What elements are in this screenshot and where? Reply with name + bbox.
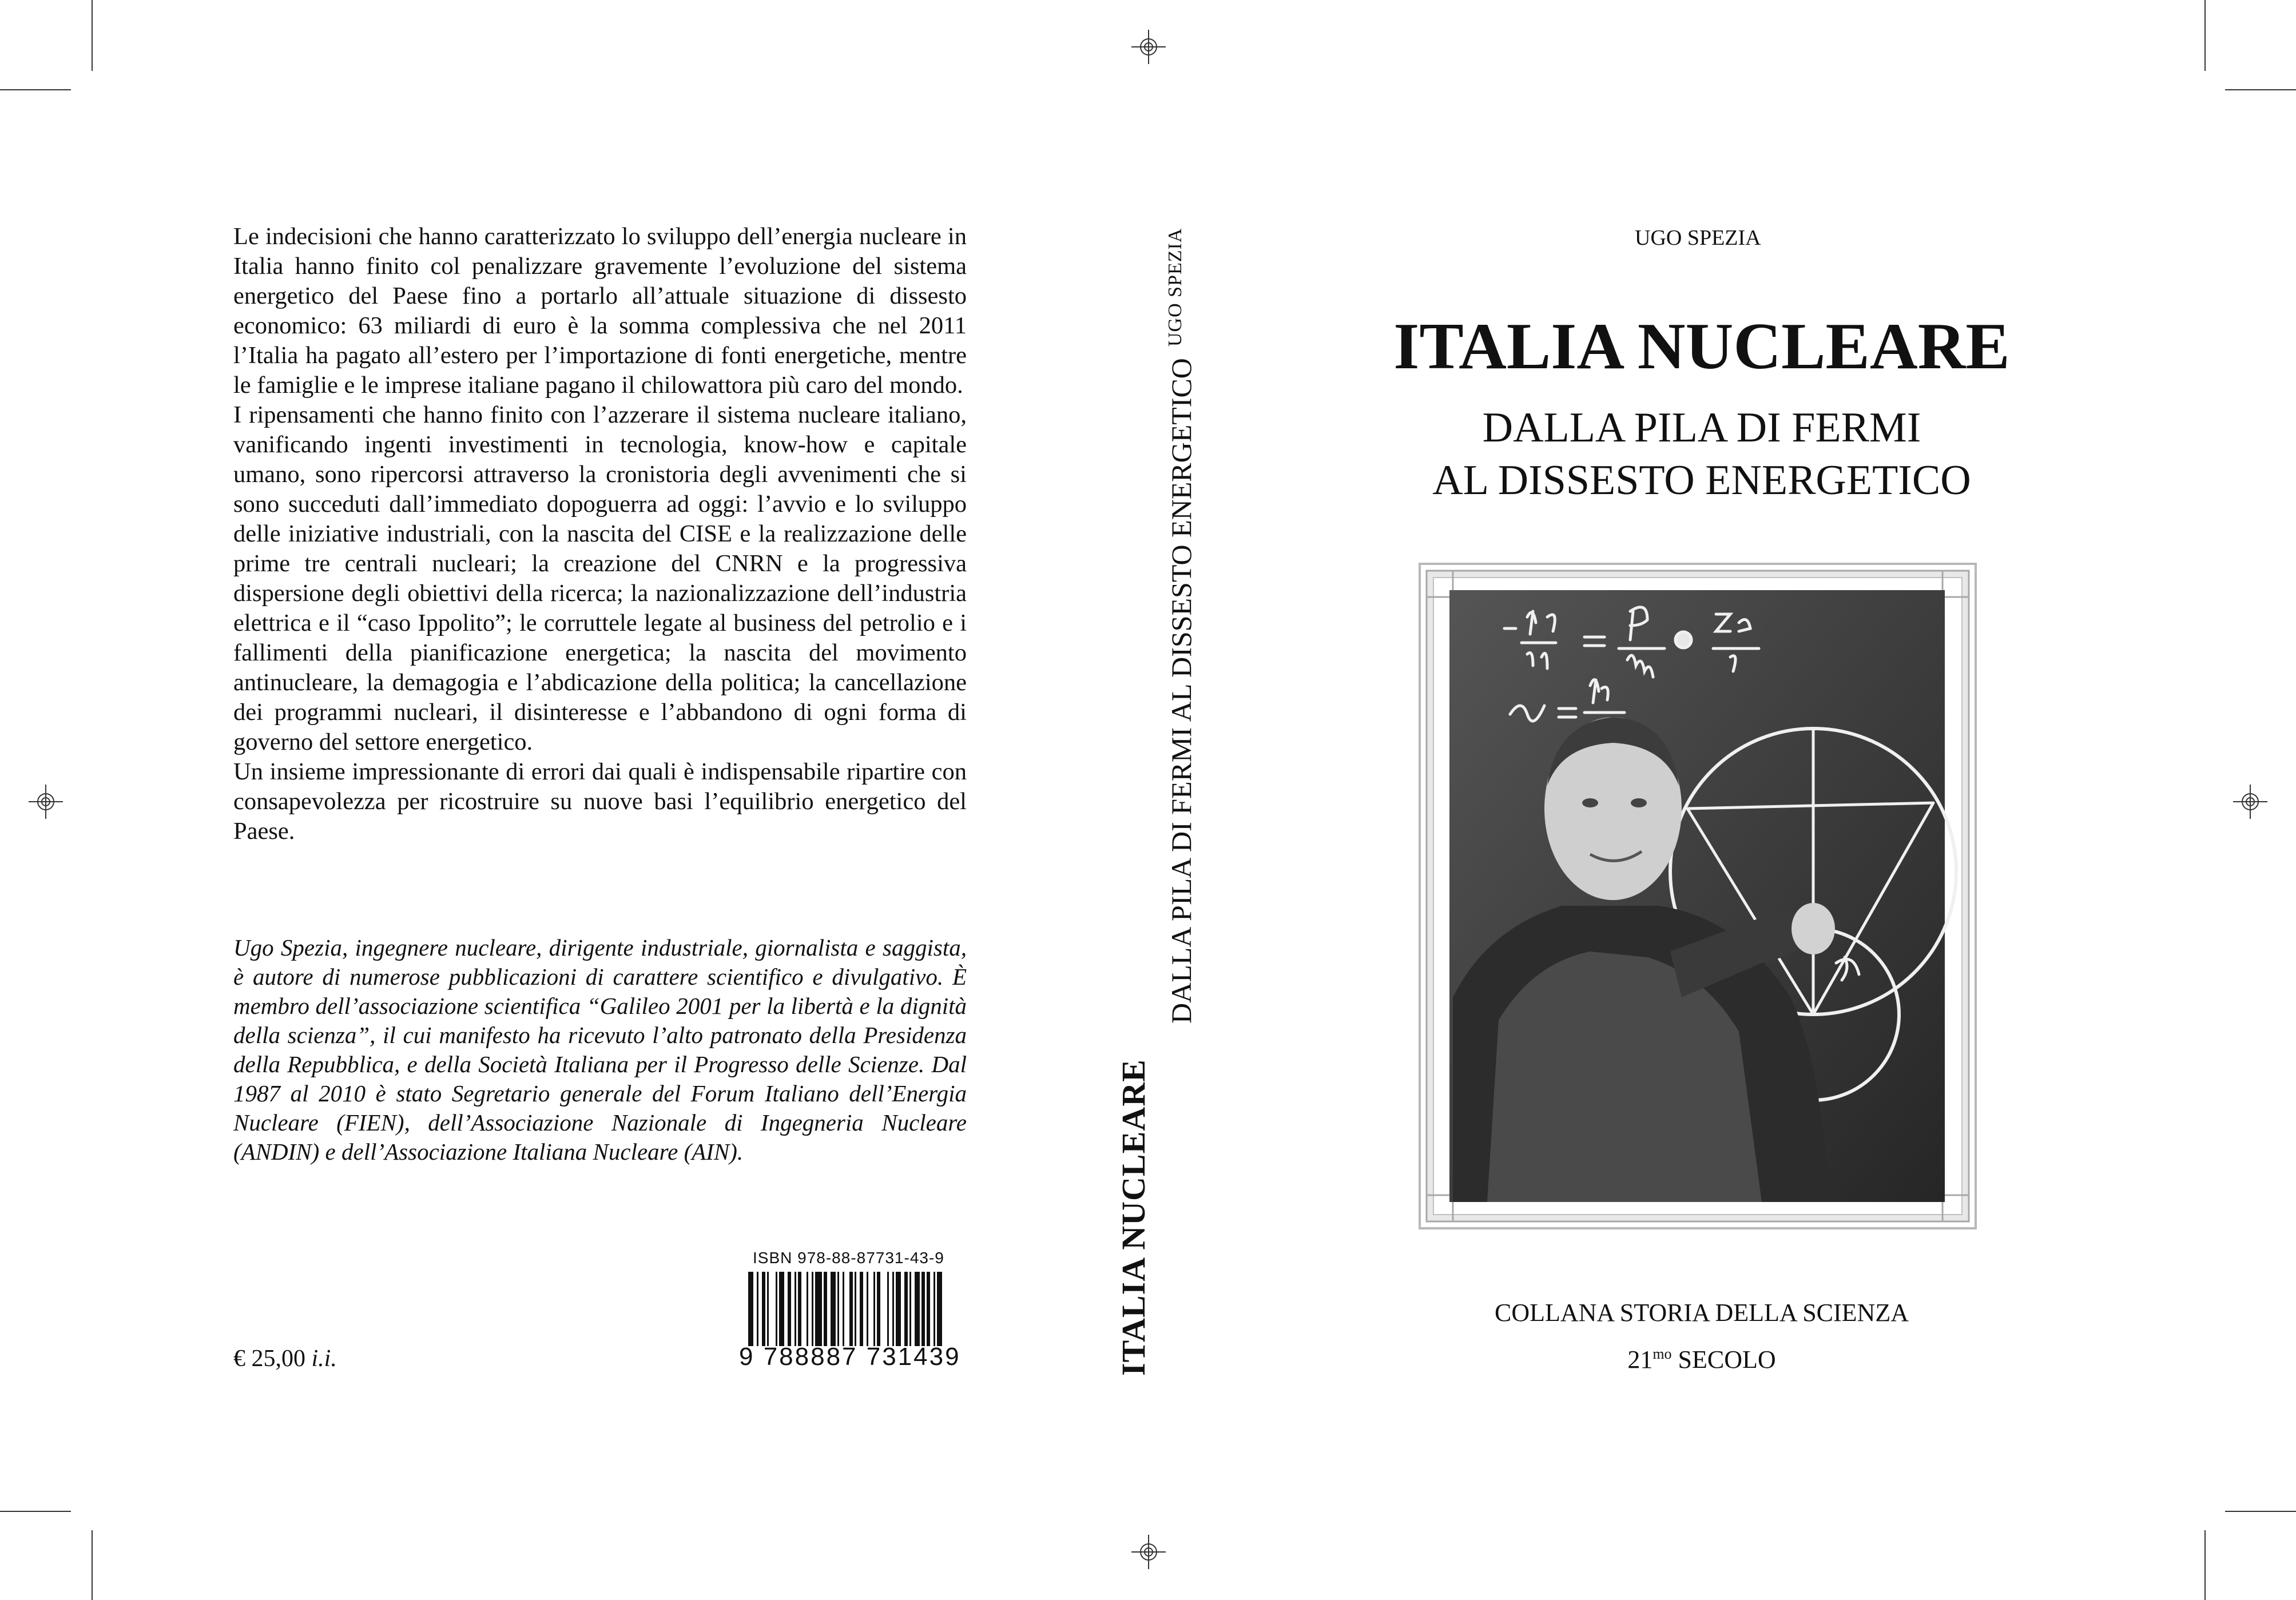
barcode-bar [849,1272,853,1346]
front-subtitle-line: AL DISSESTO ENERGETICO [1432,457,1971,504]
back-cover-blurb [233,222,967,846]
front-subtitle-line: DALLA PILA DI FERMI [1482,404,1921,451]
barcode-block [739,1249,974,1376]
barcode-bar [909,1272,911,1346]
front-author: UGO SPEZIA [1635,226,1761,250]
barcode-bar [807,1272,808,1346]
author-bio: Ugo Spezia, ingegnere nucleare, dirigente industriale, giornalista e saggista, è autore di numerose pubblicazioni di carattere scientifico e divulgativo. È membro dell’associazione scientifica “Galileo 2001 per la libertà e la dignità della scienza”, il cui manifesto ha ricevuto l’alto patronato della Presidenza della Repubblica, e della Società Italiana per il Progresso delle Scienze. Dal 1987 al 2010 è stato Segretario generale del Forum Italiano dell’Energia Nucleare (FIEN), dell’Associazione Nazionale di Ingegneria Nucleare (ANDIN) e dell’Associazione Italiana Nucleare (AIN). [233,934,967,1165]
cover-photo-icon [1419,563,1977,1229]
blurb-paragraph: Un insieme impressionante di errori dai quali è indispensabile ripartire con consapevolezza per ricostruire su nuove basi l’equilibrio energetico del Paese. [233,758,967,845]
price-suffix: i.i. [311,1346,337,1372]
barcode-bar [873,1272,875,1346]
barcode-bar [812,1272,813,1346]
barcode-bar [934,1272,935,1346]
barcode-bar [867,1272,868,1346]
barcode-bar [877,1272,880,1346]
barcode-bar [815,1272,822,1346]
barcode-bar [915,1272,920,1346]
barcode-bar [762,1272,765,1346]
price-amount: € 25,00 [233,1346,305,1372]
barcode-bar [779,1272,784,1346]
century-word: SECOLO [1678,1346,1776,1374]
crop-mark [92,1530,93,1600]
registration-mark [2233,785,2267,819]
registration-mark [29,785,63,819]
century-number: 21 [1627,1346,1653,1374]
cover-photo-frame [1419,563,1977,1229]
barcode-bar [904,1272,908,1346]
spine-subtitle: DALLA PILA DI FERMI AL DISSESTO ENERGETICO [1165,358,1197,1024]
barcode-bar [927,1272,930,1346]
barcode-bar [795,1272,796,1346]
barcode-bar [843,1272,844,1346]
registration-mark [1131,30,1166,64]
crop-mark [2204,1530,2206,1600]
crop-mark [2225,1511,2296,1512]
barcode-bar [887,1272,889,1346]
century-superscript: mo [1653,1346,1672,1362]
crop-mark [0,89,71,90]
barcode-bar [837,1272,839,1346]
series-name: COLLANA STORIA DELLA SCIENZA [1495,1299,1909,1327]
crop-mark [92,0,93,71]
barcode-bar [860,1272,863,1346]
front-title: ITALIA NUCLEARE [1393,310,2010,383]
barcode-bar [748,1272,753,1346]
spine-title: ITALIA NUCLEARE [1115,1059,1152,1376]
price [233,1345,337,1372]
barcode-bar [855,1272,856,1346]
crop-mark [2204,0,2206,71]
barcode-bar [831,1272,836,1346]
barcode-bar [776,1272,777,1346]
isbn-label: ISBN 978-88-87731-43-9 [753,1249,944,1267]
barcode-bar [896,1272,901,1346]
barcode-bar [892,1272,894,1346]
crop-mark [2225,89,2296,90]
barcode-bar [788,1272,791,1346]
series-century [1316,1345,2088,1374]
barcode-bar [937,1272,942,1346]
barcode-bar [767,1272,769,1346]
registration-mark [1131,1535,1166,1569]
spine-author: UGO SPEZIA [1165,228,1186,347]
barcode-digits: 9 788887 731439 [739,1343,961,1371]
crop-mark [0,1511,71,1512]
barcode-bar [798,1272,801,1346]
barcode-bar [921,1272,925,1346]
front-subtitle [1316,401,2088,507]
barcode-bar [757,1272,758,1346]
barcode-bar [824,1272,827,1346]
blurb-paragraph: Le indecisioni che hanno caratterizzato lo sviluppo dell’energia nucleare in Italia hanno finito col penalizzare gravemente l’evoluzione del sistema energetico del Paese fino a portarlo all’attuale situazione di dissesto economico: 63 miliardi di euro è la somma complessiva che nel 2011 l’Italia ha pagato all’estero per l’importazione di fonti energetiche, mentre le famiglie e le imprese italiane pagano il chilowattora più caro del mondo. [233,223,967,399]
blurb-paragraph: I ripensamenti che hanno finito con l’azzerare il sistema nucleare italiano, vanificando ingenti investimenti in tecnologia, know-how e capitale umano, sono ripercorsi attraverso la cronistoria degli avvenimenti che si sono succeduti dall’immediato dopoguerra ad oggi: l’avvio e lo sviluppo delle iniziative industriali, con la nascita del CISE e la realizzazione delle prime tre centrali nucleari; la creazione del CNRN e la progressiva dispersione degli obiettivi della ricerca; la nazionalizzazione dell’industria elettrica e il “caso Ippolito”; le corruttele legate al business del petrolio e i fallimenti della pianificazione energetica; la nascita del movimento antinucleare, la demagogia e l’abdicazione della politica; la cancellazione dei programmi nucleari, il disinteresse e l’abbandono di ogni forma di governo del settore energetico. [233,401,967,755]
barcode-icon [748,1272,971,1346]
